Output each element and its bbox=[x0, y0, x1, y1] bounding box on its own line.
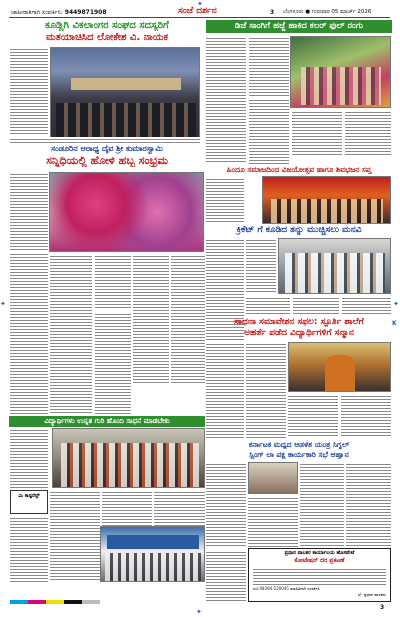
article-text-column bbox=[300, 462, 344, 548]
portrait-photo bbox=[248, 462, 298, 494]
students-event-photo bbox=[52, 428, 205, 488]
registration-mark-top: ✦ bbox=[197, 0, 203, 8]
registration-mark-right: ✦ bbox=[393, 300, 399, 308]
headline-karnataka-line1: ಕರ್ನಾಟಕ ಮಧ್ಯದ ಆಡಳಿತ ಯಂತ್ರ ಸಿಗ್ನಲ್ bbox=[248, 441, 350, 449]
article-text-column bbox=[50, 254, 92, 414]
article-text-column bbox=[293, 296, 339, 316]
header-rule bbox=[9, 17, 390, 18]
header-date: ಬೆಂಗಳೂರು ● ಗುರುವಾರ 05 ಮಾರ್ಚ್ 2026 bbox=[283, 9, 372, 15]
article-text-column bbox=[133, 254, 169, 384]
notice-office: ಪ್ರಧಾನ ಪಾಲಕರ ಕಾರ್ಯಾಲಯ ಹೊಸಪೇಟೆ bbox=[284, 550, 355, 556]
headline-mid-right: ಹಿಂದೂ ಸಮಾಜದಿಂದ ವಿಜಯೋತ್ಸವ ಹಾಗೂ ಶಿವಭಜನ ಸಪ್ತ bbox=[226, 166, 372, 174]
headline-mid-left-line1: ಸಂಡೂರಿನ ಆರಾಧ್ಯ ದೈವ ಶ್ರೀ ಕುಮಾರಸ್ವಾಮಿ bbox=[51, 145, 163, 153]
article-text-column bbox=[50, 490, 100, 582]
article-text-column bbox=[246, 296, 290, 316]
headline-karnataka-line2: ಸ್ಪ್ರಿಂಗ್ ಲಾ ಪಕ್ಷ ಕಾರ್ಯಕಾರಿ ಸಭೆ ಆಹ್ವಾನ bbox=[249, 451, 349, 459]
article-text-column bbox=[288, 394, 338, 438]
headline-achiever-line1: ಸಾಧನಾ ಸಮಾವೇಶನ ಸಫಲ: ಸ್ಪೂರ್ತಿ ಶಾಲೆಗೆ bbox=[234, 318, 364, 327]
footer-reg-letter: K bbox=[392, 320, 397, 327]
header-page-no: 3 bbox=[270, 9, 275, 16]
header-contact: ಜಾಹೀರಾತಿಗಾಗಿ ಸಂಪರ್ಕಿಸಿ: 9449871908 bbox=[11, 9, 107, 16]
article-text-column bbox=[206, 36, 246, 164]
article-text-column bbox=[246, 342, 286, 438]
headline-right-top: ಡಿಜೆ ಸಾಂಗಿಗೆ ಹಜ್ಜೆ ಹಾಕಿದ ಕಲರ್ ಫುಲ್ ರಂಗು bbox=[206, 20, 392, 33]
article-text-column bbox=[10, 516, 48, 582]
article-text-column bbox=[206, 550, 246, 602]
headline-left-top-line2: ಮತಯಾಚಿಸಿದ ಲೋಕೇಶ ವಿ. ನಾಯಕ bbox=[46, 32, 168, 43]
article-text-column bbox=[341, 394, 391, 438]
registration-mark-left: ✦ bbox=[0, 300, 6, 308]
meeting-photo bbox=[50, 47, 200, 141]
article-text-column bbox=[346, 462, 391, 548]
notice-body bbox=[253, 567, 386, 585]
article-text-column bbox=[10, 137, 200, 145]
footer-page-no: 3 bbox=[380, 604, 385, 611]
holi-celebration-photo bbox=[49, 172, 204, 252]
article-text-column bbox=[246, 238, 276, 294]
ceremony-photo bbox=[262, 176, 391, 224]
article-text-column bbox=[206, 342, 244, 438]
article-text-column bbox=[292, 110, 342, 155]
tender-notice-box bbox=[248, 548, 391, 602]
article-text-column bbox=[10, 252, 48, 414]
banner-photo bbox=[100, 526, 205, 582]
small-box-title: ಮಿ ಕಾನ್ಫರೆನ್ಸ್ bbox=[18, 493, 40, 499]
article-text-column bbox=[95, 254, 131, 310]
article-text-column bbox=[249, 98, 289, 164]
article-text-column bbox=[206, 462, 246, 548]
masthead: ಸಂಜೆ ದರ್ಶನ bbox=[178, 6, 217, 16]
notice-contact: ದೂ:08394-220045 ಮಾಹಿತಿಗಾಗಿ ಸಂಪರ್ಕಿಸಿ bbox=[253, 586, 320, 591]
article-text-column bbox=[10, 428, 48, 488]
article-text-column bbox=[206, 177, 244, 223]
article-text-column bbox=[95, 312, 131, 414]
holi-crowd-photo bbox=[290, 36, 391, 108]
article-text-column bbox=[342, 296, 391, 316]
article-text-column bbox=[248, 496, 298, 548]
article-text-column bbox=[171, 254, 205, 384]
color-calibration-bar bbox=[10, 600, 100, 604]
felicitation-photo bbox=[288, 342, 391, 392]
article-text-column bbox=[10, 47, 48, 135]
headline-mid-left-line2: ಸನ್ನಿಧಿಯಲ್ಲಿ ಹೋಳಿ ಹಬ್ಬ ಸಂಭ್ರಮ bbox=[46, 155, 168, 167]
petition-photo bbox=[278, 238, 391, 294]
notice-title: ಕೋಟೇಷನ್ ದರ ಪ್ರಕಟಣೆ bbox=[294, 557, 345, 564]
article-text-column bbox=[249, 36, 289, 96]
article-text-column bbox=[10, 172, 48, 250]
small-box bbox=[10, 490, 48, 514]
headline-cricket: ಕ್ರಿಕೆಟ್ ಗೆ ಕೂಡಿದ ತನ್ನು ಮುಚ್ಚಿಸಲು ಮನವಿ bbox=[236, 226, 362, 235]
notice-signature: ಸ/- ಪ್ರಧಾನ ಪಾಲಕರು bbox=[357, 592, 386, 597]
headline-students: ವಿದ್ಯಾರ್ಥಿಗಳು ಉನ್ನತ ಗುರಿ ಹೊಂದಿ ಸಾಧನೆ ಮಾಡಬೇಕು bbox=[9, 416, 205, 427]
article-text-column bbox=[345, 110, 391, 155]
registration-mark-bottom: ✦ bbox=[196, 608, 202, 616]
article-text-column bbox=[154, 490, 205, 530]
headline-achiever-line2: ಅಹರ್ತೆ ಪಡೆದ ವಿದ್ಯಾರ್ಥಿಗಳಿಗೆ ಸನ್ಮಾನ bbox=[244, 329, 354, 338]
headline-left-top-line1: ಕೂಡ್ಲಿಗಿ ವಿಕಲಾಂಗರ ಸಂಘದ ಸದಸ್ಯರಿಗೆ bbox=[45, 20, 169, 31]
